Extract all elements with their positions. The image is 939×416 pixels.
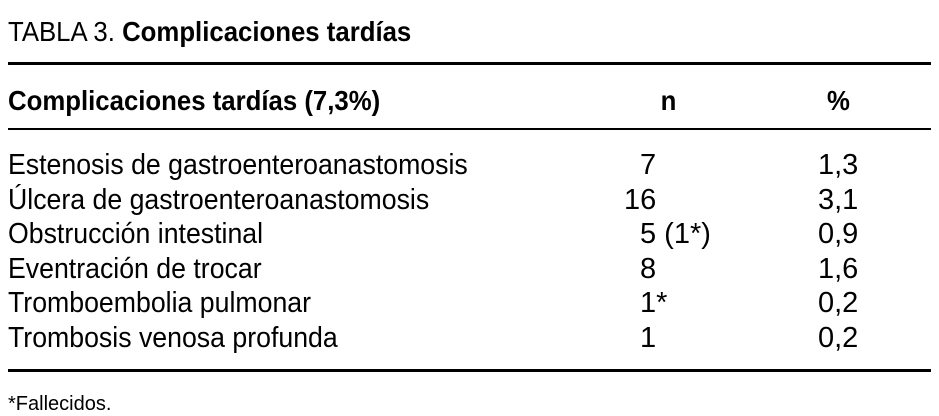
row-n: 1 xyxy=(640,321,657,354)
row-label: Trombosis venosa profunda xyxy=(8,321,338,354)
row-n: 5 (1*) xyxy=(640,218,711,251)
header-n: n xyxy=(660,85,677,116)
row-pct: 0,2 xyxy=(818,287,859,320)
table-row xyxy=(0,321,939,356)
caption-prefix: TABLA 3. xyxy=(8,16,115,47)
row-n: 8 xyxy=(640,252,657,285)
row-pct: 1,6 xyxy=(818,252,859,285)
row-n: 1* xyxy=(640,287,668,320)
header-rule xyxy=(8,128,931,130)
top-rule xyxy=(8,62,931,65)
table-row xyxy=(0,217,939,252)
row-pct: 0,9 xyxy=(818,218,859,251)
table-row xyxy=(0,286,939,321)
bottom-rule xyxy=(8,369,931,372)
row-label: Eventración de trocar xyxy=(8,252,262,285)
table-row xyxy=(0,183,939,218)
row-label: Estenosis de gastroenteroanastomosis xyxy=(8,149,468,181)
row-label: Úlcera de gastroenteroanastomosis xyxy=(8,183,430,216)
row-pct: 3,1 xyxy=(818,183,859,216)
table-caption xyxy=(8,14,411,50)
table-row xyxy=(0,252,939,287)
row-n: 16 xyxy=(624,183,657,216)
header-pct: % xyxy=(826,85,850,116)
row-pct: 0,2 xyxy=(818,321,859,354)
row-n: 7 xyxy=(640,149,657,181)
caption-title: Complicaciones tardías xyxy=(122,16,412,47)
header-label: Complicaciones tardías (7,3%) xyxy=(8,85,381,116)
table-row xyxy=(0,148,939,183)
table-footnote: *Fallecidos. xyxy=(8,393,112,415)
row-label: Tromboembolia pulmonar xyxy=(8,287,312,320)
table-body xyxy=(0,148,939,356)
row-label: Obstrucción intestinal xyxy=(8,218,264,251)
row-pct: 1,3 xyxy=(818,149,859,181)
